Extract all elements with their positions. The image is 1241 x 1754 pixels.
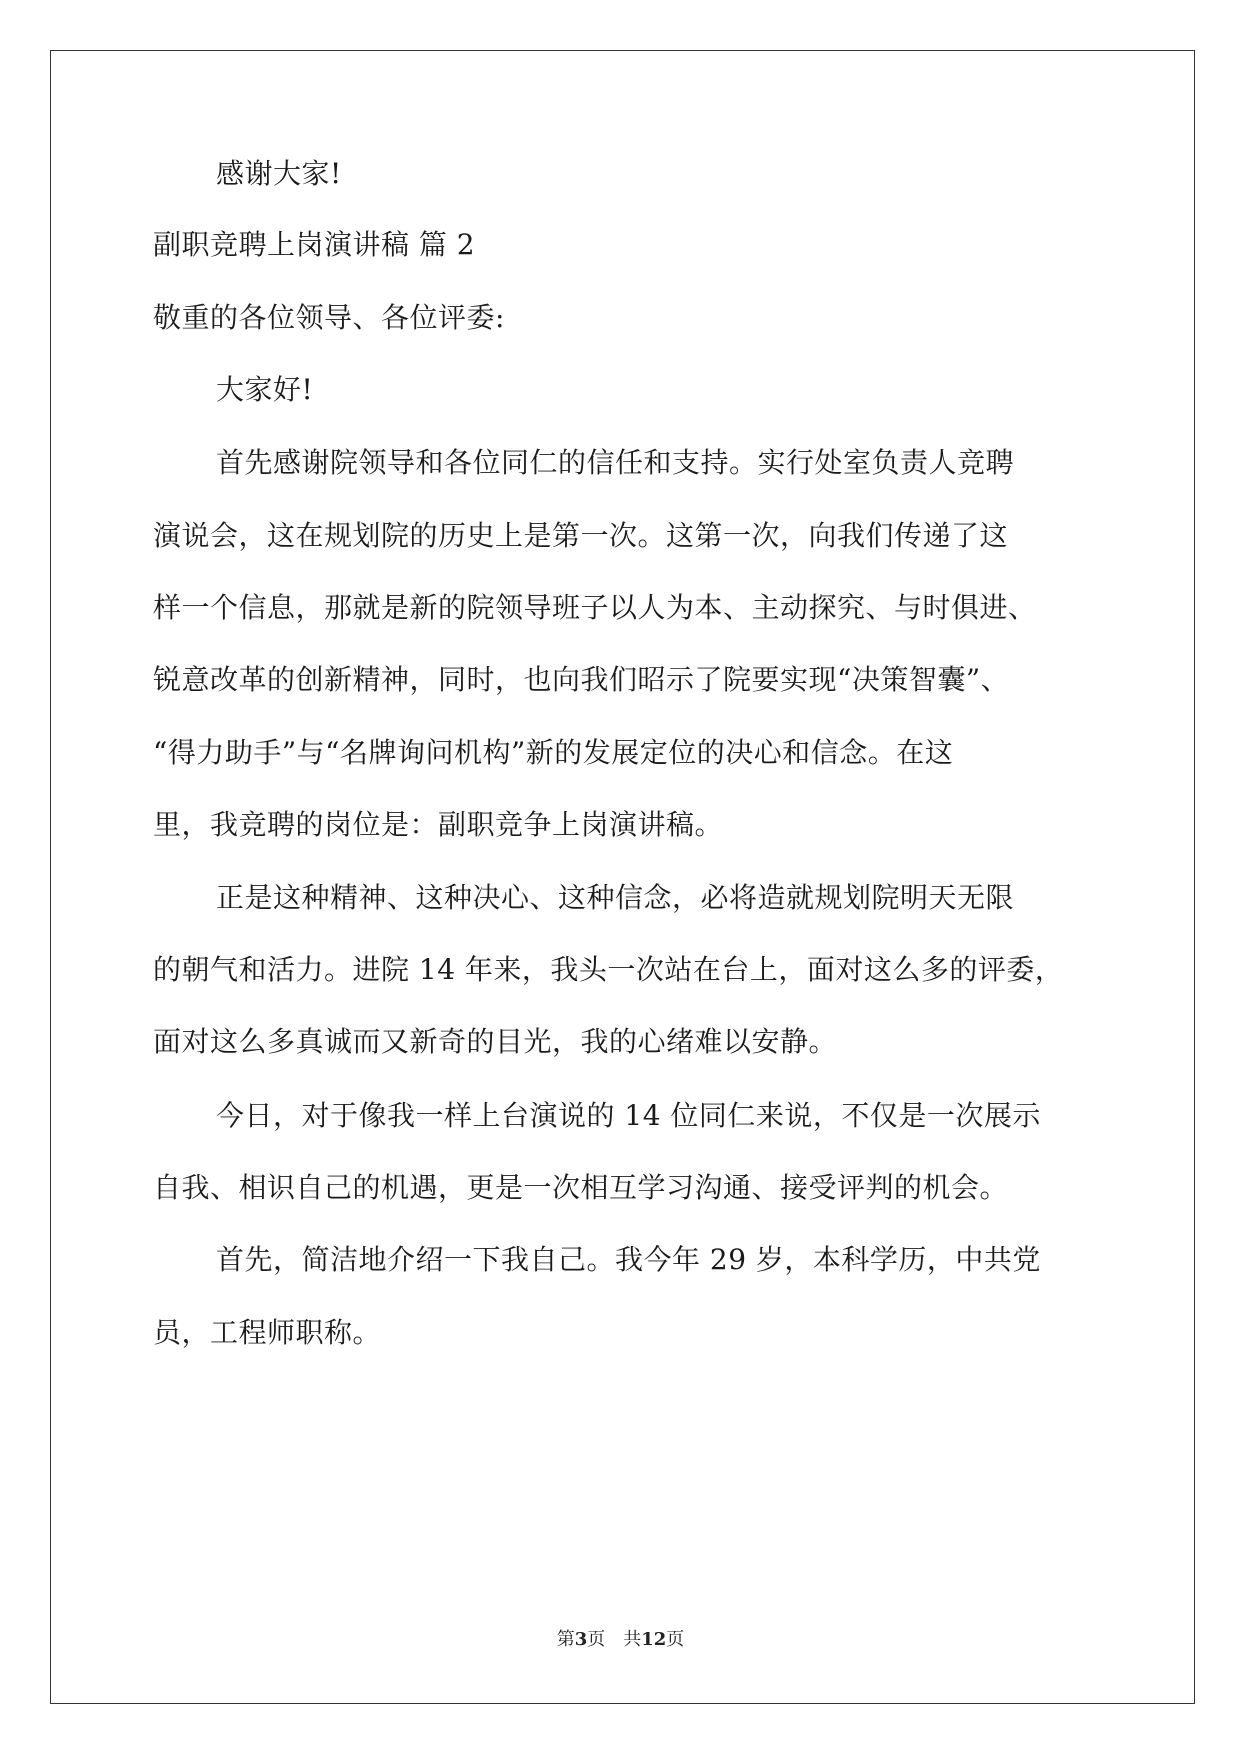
paragraph-line: 正是这种精神、这种决心、这种信念，必将造就规划院明天无限: [216, 881, 1015, 914]
total-pages: 12: [641, 1629, 667, 1650]
page-suffix: 页: [587, 1629, 606, 1650]
paragraph-line: 锐意改革的创新精神，同时，也向我们昭示了院要实现“决策智囊”、: [153, 663, 1010, 696]
paragraph-line: 首先，简洁地介绍一下我自己。我今年 29 岁，本科学历，中共党: [216, 1243, 1041, 1276]
paragraph-line: 里，我竞聘的岗位是：副职竞争上岗演讲稿。: [153, 808, 724, 841]
total-suffix: 页: [666, 1629, 685, 1650]
paragraph-line: “得力助手”与“名牌询问机构”新的发展定位的决心和信念。在这: [153, 736, 954, 769]
section-heading: 副职竞聘上岗演讲稿 篇 2: [153, 228, 476, 261]
closing-line: 感谢大家!: [216, 157, 342, 190]
paragraph-line: 首先感谢院领导和各位同仁的信任和支持。实行处室负责人竞聘: [216, 446, 1015, 479]
paragraph-line: 面对这么多真诚而又新奇的目光，我的心绪难以安静。: [153, 1025, 838, 1058]
paragraph-line: 演说会，这在规划院的历史上是第一次。这第一次，向我们传递了这: [153, 519, 1009, 552]
page-number: 3: [574, 1629, 588, 1650]
paragraph-line: 的朝气和活力。进院 14 年来，我头一次站在台上，面对这么多的评委，: [153, 953, 1064, 986]
page-prefix: 第: [556, 1629, 575, 1650]
paragraph-line: 自我、相识自己的机遇，更是一次相互学习沟通、接受评判的机会。: [153, 1171, 1009, 1204]
paragraph-line: 样一个信息，那就是新的院领导班子以人为本、主动探究、与时俱进、: [153, 591, 1037, 624]
greeting: 大家好!: [216, 373, 314, 406]
page-footer: [0, 1628, 1241, 1652]
salutation: 敬重的各位领导、各位评委:: [153, 301, 505, 334]
paragraph-line: 员，工程师职称。: [153, 1316, 382, 1349]
total-prefix: 共: [623, 1629, 642, 1650]
paragraph-line: 今日，对于像我一样上台演说的 14 位同仁来说，不仅是一次展示: [216, 1099, 1041, 1132]
